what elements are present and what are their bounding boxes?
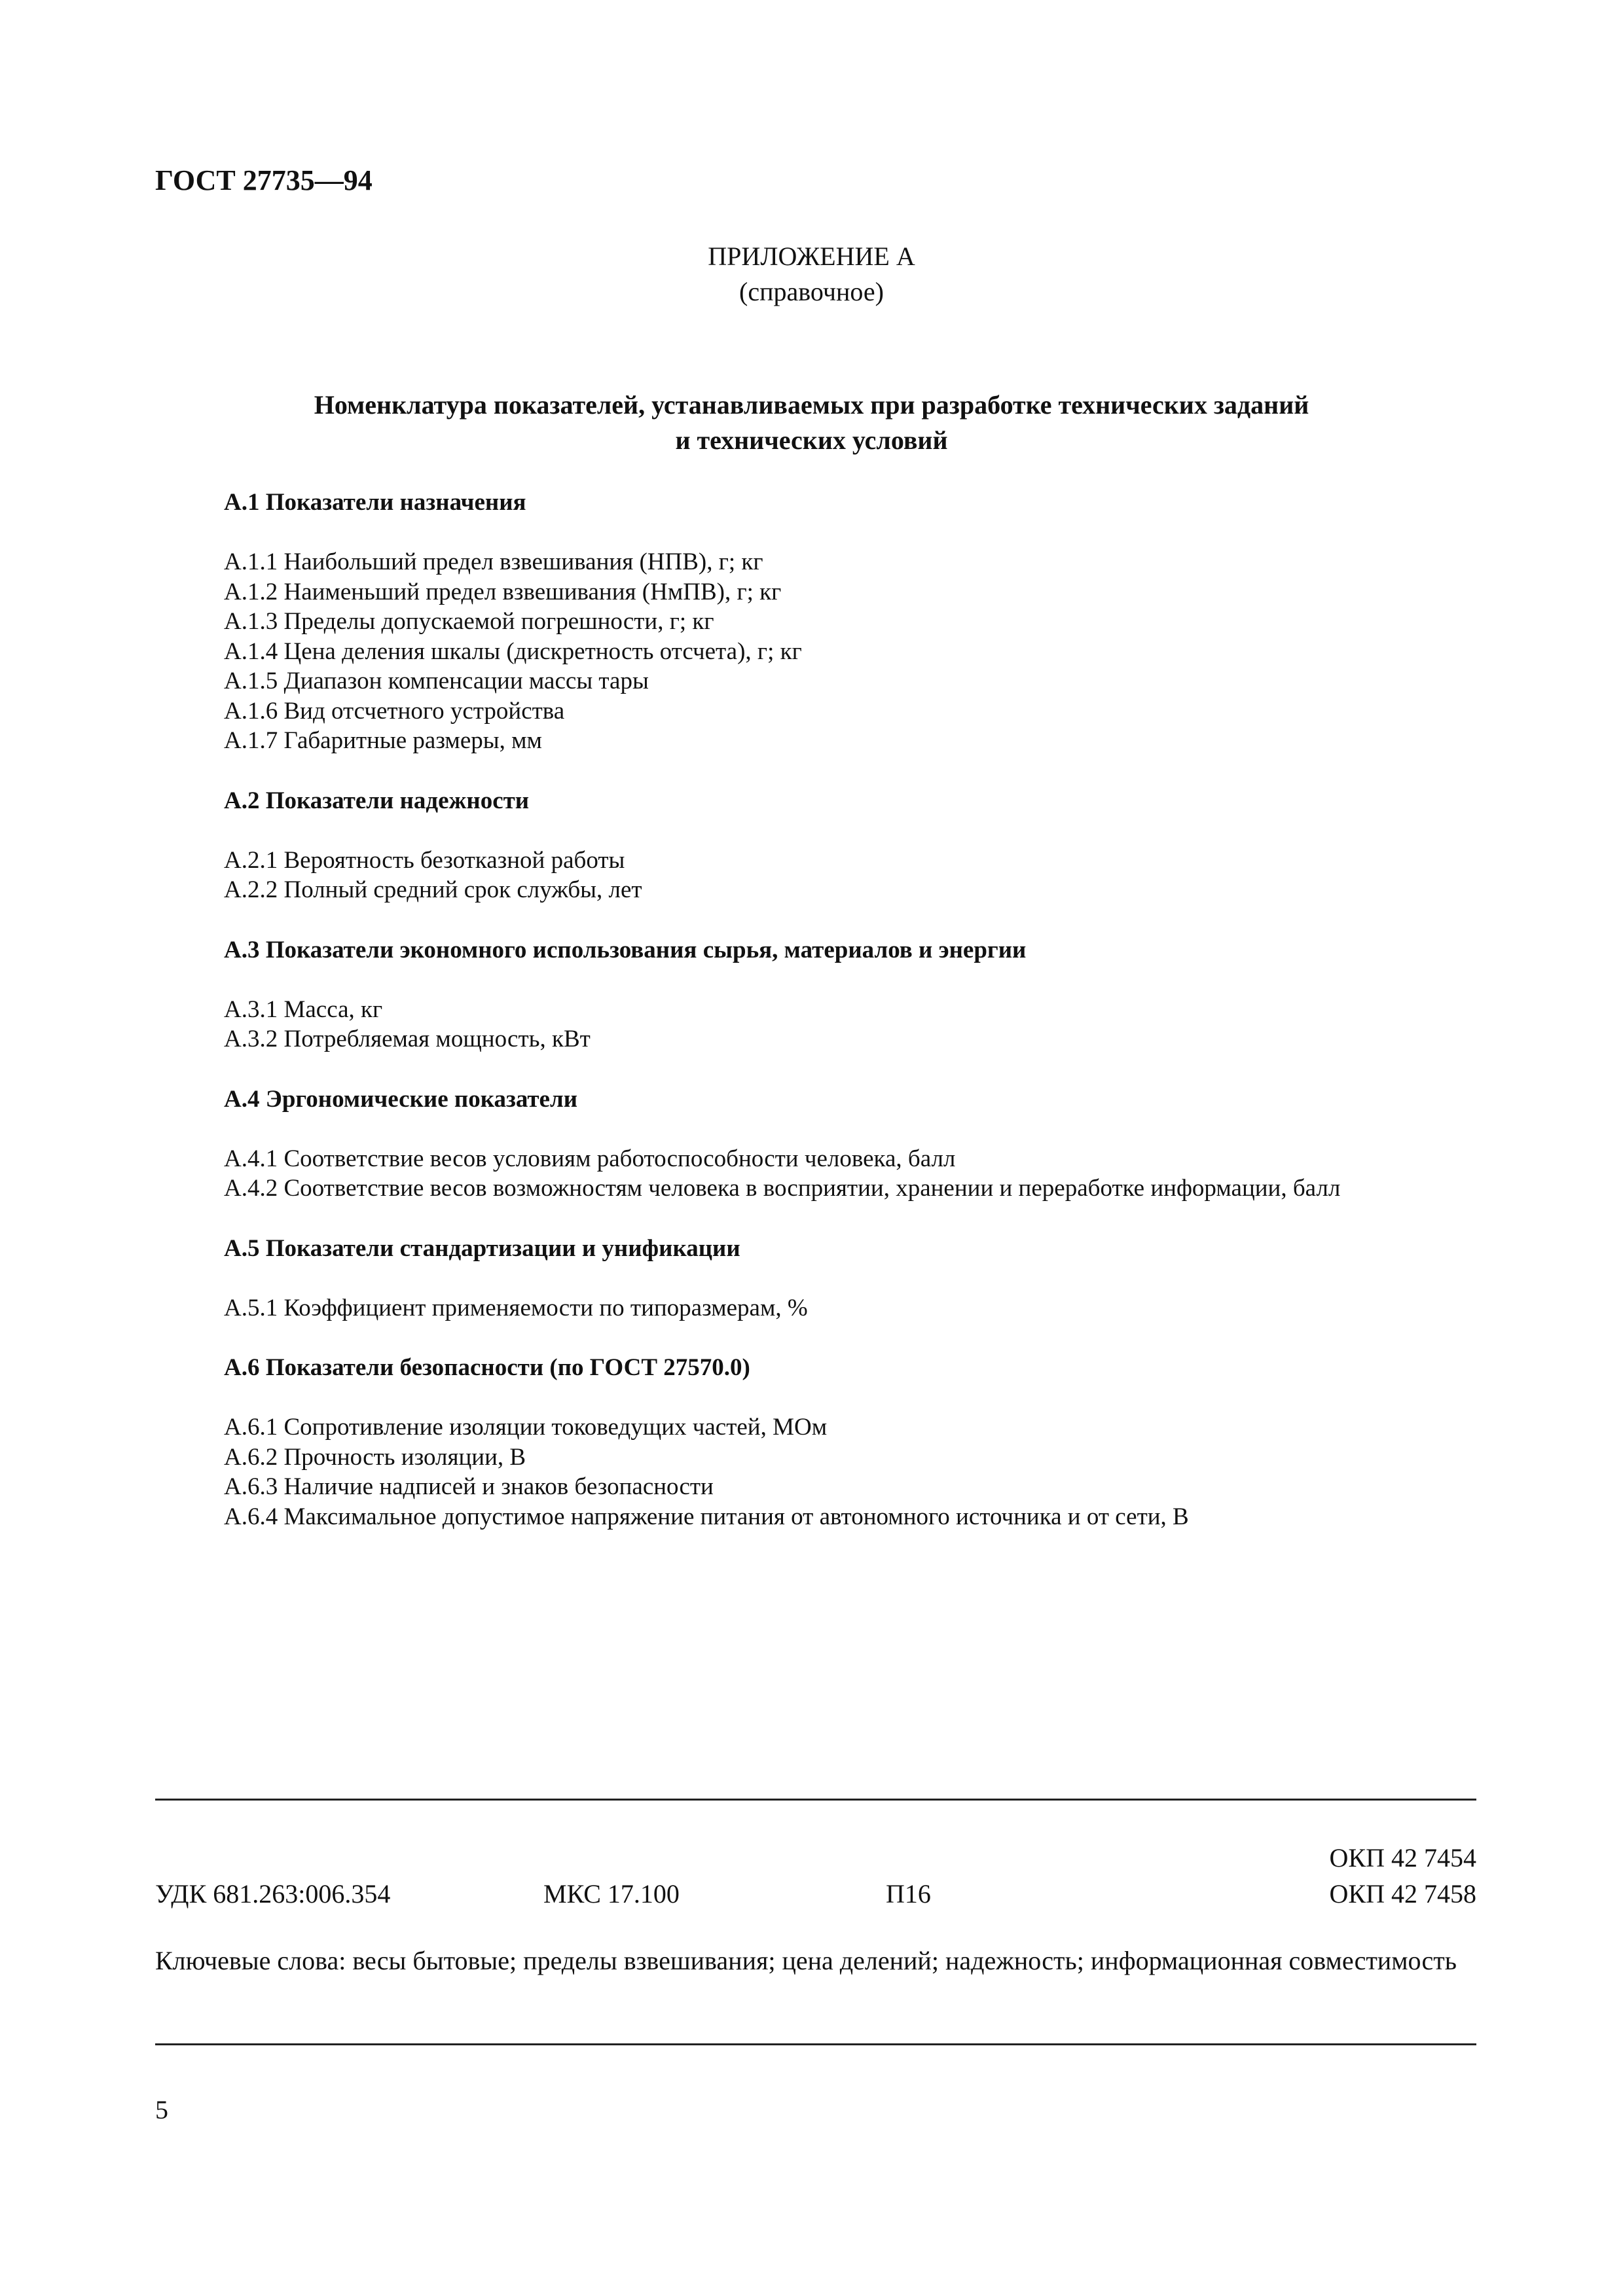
section-item: А.6.4 Максимальное допустимое напряжение питания от автономного источника и от сети, В (224, 1503, 1189, 1530)
p16-code: П16 (886, 1879, 931, 1909)
document-title-line-1: Номенклатура показателей, устанавливаемых при разработке технических заданий (314, 390, 1309, 420)
okp-code-2: ОКП 42 7458 (1329, 1879, 1476, 1909)
document-title-line-2: и технических условий (675, 425, 948, 455)
section-item: А.2.1 Вероятность безотказной работы (224, 846, 625, 874)
footer-rule-bottom (155, 2043, 1476, 2045)
section-item: А.1.5 Диапазон компенсации массы тары (224, 668, 649, 694)
page-number: 5 (155, 2095, 168, 2125)
section-item: А.5.1 Коэффициент применяемости по типоразмерам, % (224, 1294, 808, 1321)
sections (155, 488, 1476, 1562)
appendix-subtitle: (справочное) (739, 277, 884, 306)
section-item: А.6.2 Прочность изоляции, В (224, 1443, 526, 1471)
section (155, 786, 1476, 905)
keywords: Ключевые слова: весы бытовые; пределы взвешивания; цена делений; надежность; информационная совместимость (155, 1946, 1457, 1975)
section-item: А.4.2 Соответствие весов возможностям человека в восприятии, хранении и переработке информации, балл (224, 1175, 1341, 1202)
section-item: А.4.1 Соответствие весов условиям работоспособности человека, балл (224, 1145, 956, 1172)
section-item: А.1.6 Вид отсчетного устройства (224, 697, 565, 725)
appendix-title: ПРИЛОЖЕНИЕ А (708, 242, 915, 271)
document-title (0, 387, 1623, 458)
udk-code: УДК 681.263:006.354 (155, 1879, 391, 1909)
section (155, 1234, 1476, 1323)
section-title: А.4 Эргономические показатели (224, 1085, 578, 1113)
section-item: А.1.7 Габаритные размеры, мм (224, 727, 542, 754)
section (155, 1085, 1476, 1204)
section-item: А.1.3 Пределы допускаемой погрешности, г; кг (224, 608, 714, 635)
appendix-heading (0, 239, 1623, 310)
section-item: А.1.2 Наименьший предел взвешивания (НмПВ), г; кг (224, 578, 782, 605)
section (155, 1353, 1476, 1532)
section-item: А.6.1 Сопротивление изоляции токоведущих частей, МОм (224, 1414, 828, 1441)
section-title: А.2 Показатели надежности (224, 787, 530, 814)
section (155, 935, 1476, 1054)
footer-rule-top (155, 1799, 1476, 1801)
section-title: А.3 Показатели экономного использования сырья, материалов и энергии (224, 936, 1027, 963)
okp-code-1: ОКП 42 7454 (1329, 1843, 1476, 1873)
section-title: А.1 Показатели назначения (224, 489, 526, 516)
section-item: А.2.2 Полный средний срок службы, лет (224, 876, 642, 903)
section (155, 488, 1476, 756)
section-title: А.6 Показатели безопасности (по ГОСТ 27570.0) (224, 1354, 750, 1381)
section-item: А.1.4 Цена деления шкалы (дискретность отсчета), г; кг (224, 637, 802, 665)
mks-code: МКС 17.100 (543, 1879, 680, 1909)
section-title: А.5 Показатели стандартизации и унификации (224, 1234, 740, 1262)
section-item: А.3.1 Масса, кг (224, 996, 383, 1023)
section-item: А.1.1 Наибольший предел взвешивания (НПВ), г; кг (224, 548, 763, 575)
section-item: А.3.2 Потребляемая мощность, кВт (224, 1026, 591, 1052)
section-item: А.6.3 Наличие надписей и знаков безопасности (224, 1473, 714, 1500)
gost-id: ГОСТ 27735—94 (155, 164, 373, 196)
